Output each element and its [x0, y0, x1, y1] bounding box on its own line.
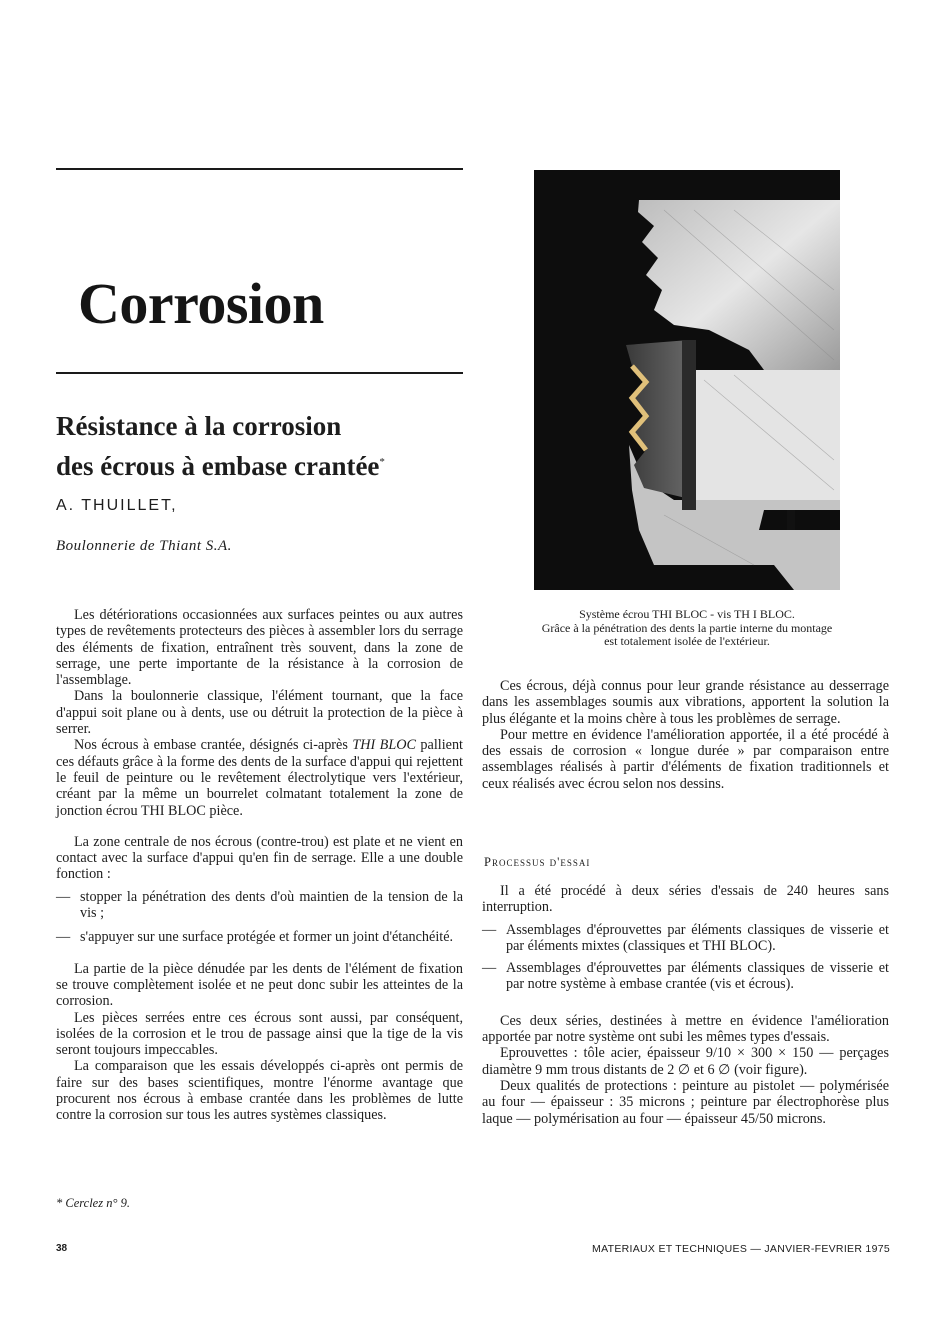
subtitle-line-1: Résistance à la corrosion [56, 411, 342, 441]
footnote: * Cerclez n° 9. [56, 1196, 130, 1210]
title-rule [56, 372, 463, 374]
caption-line-2: Grâce à la pénétration des dents la partie interne du montage [541, 620, 833, 635]
paragraph: Les pièces serrées entre ces écrous sont aussi, par conséquent, isolées de la corrosion et le trou de passage ainsi que la tige de la vis seront toujours impeccables. [56, 1009, 463, 1059]
product-name: THI BLOC [352, 737, 416, 754]
paragraph: La zone centrale de nos écrous (contre-trou) est plate et ne vient en contact avec la surface d'appui qu'en fin de serrage. Elle a une double fonction : [56, 833, 463, 883]
paragraph-text: Nos écrous à embase crantée, désignés ci-après [74, 737, 353, 754]
page-number: 38 [56, 1243, 68, 1254]
paragraph [56, 737, 463, 818]
article-subtitle [56, 408, 476, 484]
figure-photo [534, 170, 840, 590]
nut-cross-section-image [534, 170, 840, 590]
list-item [482, 960, 889, 993]
paragraph: Deux qualités de protections : peinture au pistolet — polymérisée au four — épaisseur : 35 microns ; peinture par électrophorèse plus laque — polymérisation au four — épaisseur 45/50 microns. [482, 1077, 889, 1127]
paragraph: Ces deux séries, destinées à mettre en évidence l'amélioration apportée par notre système ont subi les mêmes types d'essais. [482, 1012, 889, 1046]
paragraph: Eprouvettes : tôle acier, épaisseur 9/10 × 300 × 150 — perçages diamètre 9 mm trous distants de 2 ∅ et 6 ∅ (voir figure). [482, 1045, 889, 1078]
paragraph: Pour mettre en évidence l'amélioration apportée, il a été procédé à des essais de corrosion « longue durée » par comparaison entre assemblages réalisés à partir d'éléments de fixation traditionnels et ceux réalisés avec écrou selon nos dessins. [482, 726, 889, 792]
list-item-text: s'appuyer sur une surface protégée et former un joint d'étanchéité. [80, 929, 454, 946]
left-column [56, 607, 463, 1124]
paragraph: La comparaison que les essais développés ci-après ont permis de faire sur des bases scientifiques, montre l'énorme avantage que procurent nos écrous à embase crantée dans les problèmes de lutte contre la corrosion sur tous les autres systèmes classiques. [56, 1058, 463, 1124]
subtitle-footnote-mark: * [379, 456, 385, 468]
list-item-text: stopper la pénétration des dents d'où maintien de la tension de la vis ; [80, 888, 463, 922]
paragraph: Il a été procédé à deux séries d'essais de 240 heures sans interruption. [482, 883, 889, 916]
list-item-text: Assemblages d'éprouvettes par éléments classiques de visserie et par notre système à embase crantée (vis et écrous). [506, 960, 889, 993]
affiliation: Boulonnerie de Thiant S.A. [56, 538, 232, 554]
list-item [482, 922, 889, 955]
caption-line-3: est totalement isolée de l'extérieur. [604, 634, 770, 648]
top-rule [56, 168, 463, 170]
article-title: Corrosion [78, 271, 324, 336]
paragraph: La partie de la pièce dénudée par les dents de l'élément de fixation se trouve complètement isolée et ne peut donc subir les atteintes de la corrosion. [56, 960, 463, 1010]
list-item-text: Assemblages d'éprouvettes par éléments classiques de visserie et par éléments mixtes (classiques et THI BLOC). [506, 921, 889, 954]
list-item [56, 929, 463, 945]
right-column [482, 678, 889, 792]
section-heading: Processus d'essai [484, 855, 591, 869]
figure-caption [482, 608, 892, 649]
journal-footer: MATERIAUX ET TECHNIQUES — JANVIER-FEVRIER 1975 [592, 1243, 890, 1255]
dash-bullet: — [482, 960, 497, 977]
list-item [56, 889, 463, 922]
paragraph-text: pallient ces défauts grâce à la forme des dents de la surface d'appui qui rejettent le feuil de peinture ou le revêtement électrolytique vers l'extérieur, créant par la même un bourrelet colmatant totalement la zone de jonction écrou THI BLOC pièce. [56, 737, 463, 819]
paragraph: Les détériorations occasionnées aux surfaces peintes ou aux autres types de revêtements protecteurs des pièces à assembler lors du serrage des éléments de fixation, entraînent très souvent, dans la zone de serrage, une perte importante de la résistance à la corrosion de l'assemblage. [56, 607, 463, 689]
dash-bullet: — [56, 929, 71, 946]
paragraph: Ces écrous, déjà connus pour leur grande résistance au desserrage dans les assemblages soumis aux vibrations, apportent la solution la plus élégante et la moins chère à tous les problèmes de serrage. [482, 678, 889, 727]
author: A. THUILLET, [56, 497, 178, 514]
paragraph: Dans la boulonnerie classique, l'élément tournant, que la face d'appui soit plane ou à dents, use ou détruit la protection de la pièce à serrer. [56, 688, 463, 738]
dash-bullet: — [482, 921, 497, 938]
caption-line-1: Système écrou THI BLOC - vis TH I BLOC. [579, 607, 795, 621]
right-column-lower [482, 883, 889, 1127]
subtitle-line-2: des écrous à embase crantée [56, 451, 380, 481]
dash-bullet: — [56, 888, 71, 905]
